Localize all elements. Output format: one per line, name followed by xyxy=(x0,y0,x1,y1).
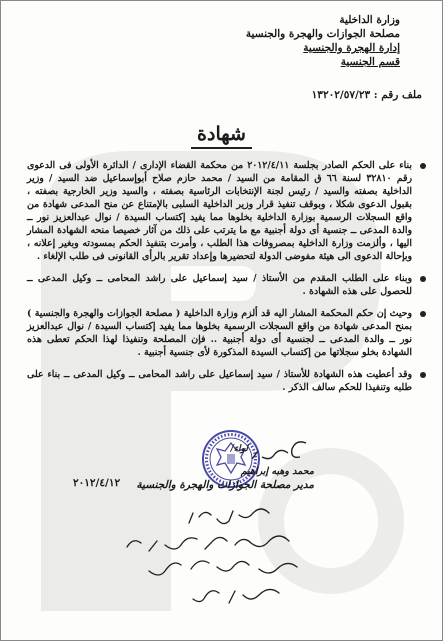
header-authority: مصلحة الجوازات والهجرة والجنسية xyxy=(245,28,400,40)
signature-block xyxy=(136,437,314,492)
paragraph-text: بناء على الحكم الصادر بجلسة ٢٠١٢/٤/١١ من محكمة القضاء الإدارى / الدائرة الأولى فى الدعوى رقم ٣٢٨١٠ لسنة ٦٦ ق المقامة من السيد / محمد حازم صلاح أبوإسماعيل ضد السيد / وزير الداخلية بصفته والسيد / رئيس لجنة الإنتخابات الرئاسية بصفته ، والسيد وزير الخارجية بصفته ، بقبول الدعوى شكلا ، وبوقف تنفيذ قرار وزير الداخلية السلبى بالإمتناع عن منح المدعى شهادة من واقع السجلات الرسمية بوزارة الداخلية بخلوها مما يفيد إكتساب السيدة / نوال عبدالعزيز نور ــ والدة المدعى ــ جنسية أى دولة أجنبية مع ما يترتب على ذلك من آثار خصيصا منحه الشهادة المشار اليها ، وألزمت وزارة الداخلية بمصروفات هذا الطلب ، وأمرت بتنفيذ الحكم بمسودته وبغير إعلانه ، وبإحالة الدعوى الى هيئة مفوضى الدولة لتحضيرها وإعداد تقرير بالرأى القانونى فى طلب الإلغاء . xyxy=(27,160,412,262)
bullet-icon xyxy=(420,372,426,378)
certificate-body xyxy=(27,159,426,403)
signatory-title: مدير مصلحة الجوازات والهجرة والجنسية xyxy=(136,479,314,491)
signature-mark: لواء/ xyxy=(230,444,248,454)
signatory-name: محمد وهبه إبراهيم xyxy=(240,466,314,477)
handwritten-note xyxy=(119,501,319,621)
bullet-icon xyxy=(420,311,426,317)
file-number: ملف رقم : ١٣٢٠٢/٥٧/٢٣ xyxy=(311,89,422,101)
header-ministry: وزارة الداخلية xyxy=(339,14,400,26)
paragraph xyxy=(27,159,426,263)
header-section: قسم الجنسية xyxy=(340,56,400,68)
bullet-icon xyxy=(420,163,426,169)
paragraph xyxy=(27,272,426,298)
paragraph xyxy=(27,368,426,394)
bullet-icon xyxy=(420,276,426,282)
paragraph xyxy=(27,307,426,359)
ministry-header xyxy=(246,13,400,69)
issue-date: ٢٠١٢/٤/١٢ xyxy=(73,477,121,489)
paragraph-text: وبناء على الطلب المقدم من الأستاذ / سيد إسماعيل على راشد المحامى ــ وكيل المدعى ــ للحصول على هذه الشهادة . xyxy=(27,273,412,297)
signature-scribble xyxy=(230,437,314,465)
header-department: إدارة الهجرة والجنسية xyxy=(303,42,400,54)
page-title: شهادة xyxy=(191,123,252,149)
paragraph-text: وقد أعطيت هذه الشهادة للأستاذ / سيد إسماعيل على راشد المحامى ــ وكيل المدعى ــ بناء على طلبه وتنفيذا للحكم سالف الذكر . xyxy=(27,369,412,393)
title-wrapper xyxy=(1,123,442,149)
paragraph-text: وحيث إن حكم المحكمة المشار اليه قد ألزم وزارة الداخلية ( مصلحة الجوازات والهجرة والجنسية ) بمنح المدعى شهادة من واقع السجلات الرسمية بخلوها مما يفيد إكتساب السيدة / نوال عبدالعزيز نور ــ والدة المدعى ــ لجنسية أى دولة أجنبية .. فإن المصلحة وتنفيذا لهذا الحكم تعطى هذه الشهادة بخلو سجلاتها من إكتساب السيدة المذكورة لأى جنسية أجنبية . xyxy=(27,308,412,358)
